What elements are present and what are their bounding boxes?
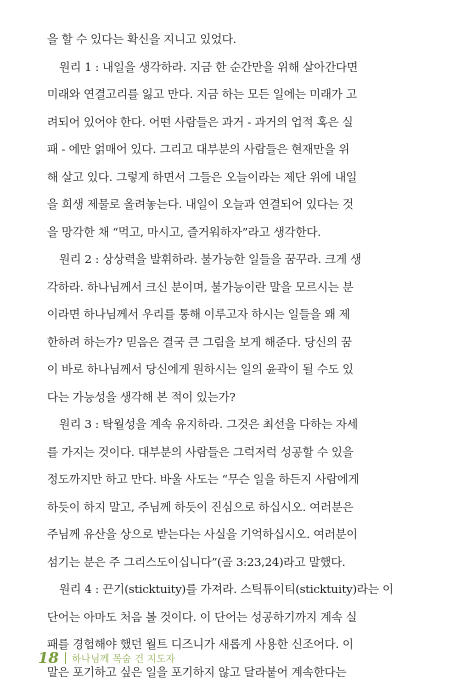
text-line: 하듯이 하지 말고, 주님께 하듯이 진심으로 하십시오. 여러분은 — [47, 499, 354, 514]
text-line: 한하려 하는가? 믿음은 결국 큰 그림을 보게 해준다. 당신의 꿈 — [47, 334, 352, 349]
text-line: 주님께 유산을 상으로 받는다는 사실을 기억하십시오. 여러분이 — [47, 527, 358, 541]
text-line: 을 할 수 있다는 확신을 지니고 있었다. — [47, 32, 237, 46]
text-line: 해 살고 있다. 그렇게 하면서 그들은 오늘이라는 제단 위에 내일 — [47, 169, 357, 184]
page-number: 18 — [38, 649, 59, 667]
running-title: 하나님께 목숨 건 지도자 — [71, 654, 176, 665]
text-line: 을 망각한 채 “먹고, 마시고, 즐거워하자”라고 생각한다. — [47, 224, 321, 239]
text-line: 다는 가능성을 생각해 본 적이 있는가? — [47, 389, 236, 404]
text-line: 패 - 에만 얽매어 있다. 그리고 대부분의 사람들은 현재만을 위 — [47, 142, 350, 156]
footer-divider — [65, 652, 66, 664]
text-line: 려되어 있어야 한다. 어떤 사람들은 과거 - 과거의 업적 혹은 실 — [47, 114, 354, 129]
text-line: 각하라. 하나님께서 크신 분이며, 불가능이란 말을 모르시는 분 — [47, 279, 354, 294]
text-line: 를 가지는 것이다. 대부분의 사람들은 그럭저럭 성공할 수 있을 — [47, 444, 354, 459]
text-line: 원리 2 : 상상력을 발휘하라. 불가능한 일들을 꿈꾸라. 크게 생 — [59, 252, 362, 266]
text-line: 이라면 하나님께서 우리를 통해 이루고자 하시는 일들을 왜 제 — [47, 307, 350, 321]
text-line: 미래와 연결고리를 잃고 만다. 지금 하는 모든 일에는 미래가 고 — [47, 87, 357, 101]
text-line: 섬기는 분은 주 그리스도이십니다”(골 3:23,24)라고 말했다. — [47, 554, 346, 569]
page-footer — [38, 648, 175, 668]
text-line: 이 바로 하나님께서 당신에게 원하시는 일의 윤곽이 될 수도 있 — [47, 362, 354, 376]
text-line: 을 희생 제물로 올려놓는다. 내일이 오늘과 연결되어 있다는 것 — [47, 197, 354, 211]
text-line: 말은 포기하고 싶은 일을 포기하지 않고 달라붙어 계속한다는 — [47, 664, 347, 679]
text-line: 원리 4 : 끈기(sticktuity)를 가져라. 스틱튜이티(sticktuity)라는 이 — [59, 582, 394, 596]
text-line: 원리 3 : 탁월성을 계속 유지하라. 그것은 최선을 다하는 자세 — [59, 417, 358, 431]
text-line: 패를 경험해야 했던 월트 디즈니가 새롭게 사용한 신조어다. 이 — [47, 637, 354, 651]
text-line: 정도까지만 하고 만다. 바울 사도는 “무슨 일을 하든지 사람에게 — [47, 472, 360, 486]
body-text — [47, 26, 409, 686]
text-line: 단어는 아마도 처음 볼 것이다. 이 단어는 성공하기까지 계속 실 — [47, 609, 357, 624]
text-line: 원리 1 : 내일을 생각하라. 지금 한 순간만을 위해 살아간다면 — [59, 59, 358, 74]
